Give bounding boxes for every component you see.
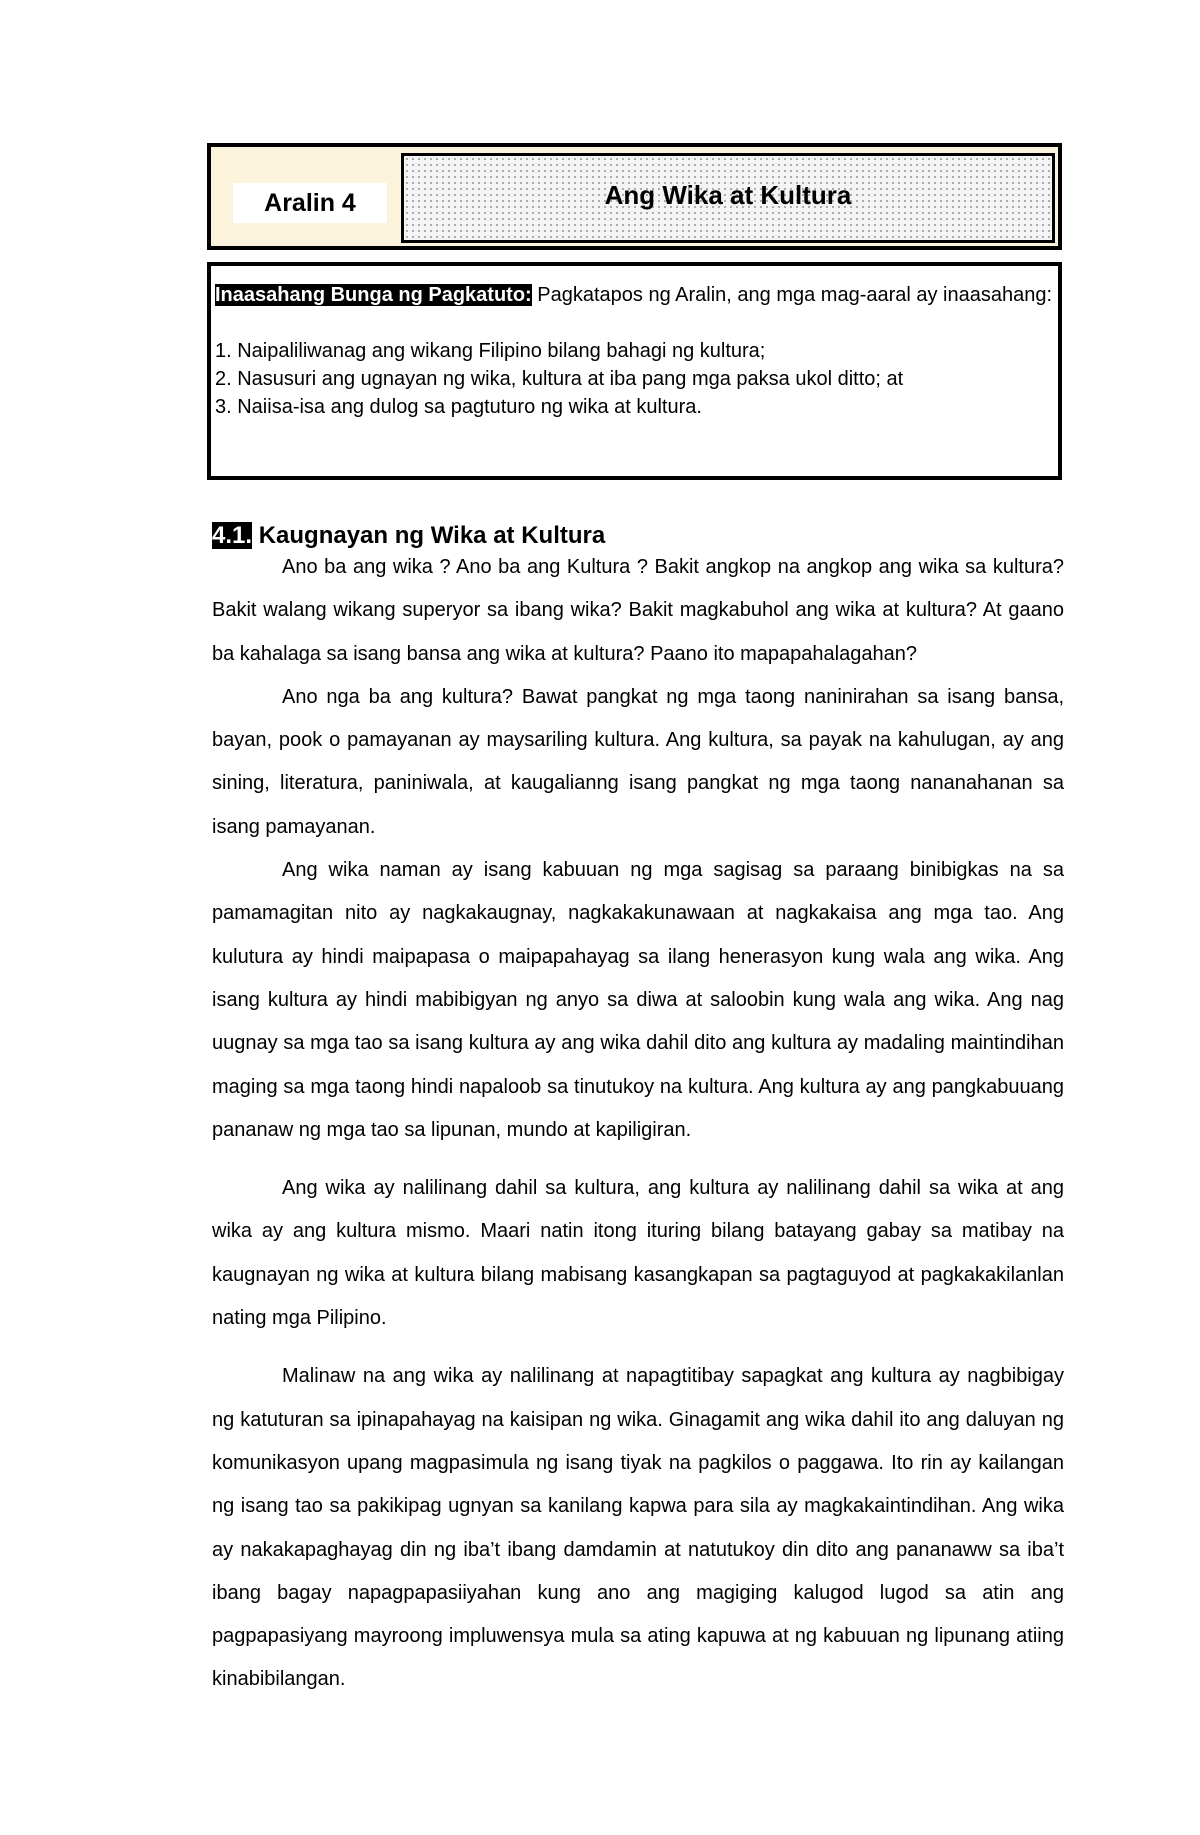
objectives-list xyxy=(215,337,1054,421)
paragraph: Ang wika ay nalilinang dahil sa kultura, ang kultura ay nalilinang dahil sa wika at ang wika ay ang kultura mismo. Maari natin itong ituring bilang batayang gabay sa matibay na kaugnayan ng wika at kultura bilang mabisang kasangkapan sa pagtaguyod at pagkakakilanlan nating mga Pilipino. xyxy=(212,1177,1064,1330)
paragraph: Malinaw na ang wika ay nalilinang at napagtitibay sapagkat ang kultura ay nagbibigay ng katuturan sa ipinapahayag na kaisipan ng wika. Ginagamit ang wika dahil ito ang daluyan ng komunikasyon upang magpasimula ng isang tiyak na pagkilos o paggawa. Ito rin ay kailangan ng isang tao sa pakikipag ugnyan sa kanilang kapwa para sila ay magkakaintindihan. Ang wika ay nakakapaghayag din ng iba’t ibang damdamin at natutukoy din dito ang pananaww sa iba’t ibang bagay napagpapasiiyahan kung ano ang magiging kalugod lugod sa atin ang pagpapasiyang mayroong impluwensya mula sa ating kapuwa at ng kabuuan ng lipunang atiing kinabibilangan. xyxy=(212,1365,1064,1691)
lesson-title: Ang Wika at Kultura xyxy=(604,180,852,210)
paragraph: Ano ba ang wika ? Ano ba ang Kultura ? Bakit angkop na angkop ang wika sa kultura? Bakit walang wikang superyor sa ibang wika? Bakit magkabuhol ang wika at kultura? At gaano ba kahalaga sa isang bansa ang wika at kultura? Paano ito mapapahalagahan? xyxy=(212,556,1064,665)
paragraph: Ano nga ba ang kultura? Bawat pangkat ng mga taong naninirahan sa isang bansa, bayan, pook o pamayanan ay maysariling kultura. Ang kultura, sa payak na kahulugan, ay ang sining, literatura, paniniwala, at kaugalianng isang pangkat ng mga taong nananahanan sa isang pamayanan. xyxy=(212,685,1064,838)
learning-objectives-box xyxy=(207,262,1062,480)
objective-item: 1. Naipaliliwanag ang wikang Filipino bilang bahagi ng kultura; xyxy=(215,340,766,362)
objectives-label: Inaasahang Bunga ng Pagkatuto: xyxy=(215,284,532,306)
lesson-title-box xyxy=(401,153,1055,243)
lesson-header xyxy=(207,143,1062,250)
body-text xyxy=(212,546,1064,1702)
objectives-intro xyxy=(215,281,1054,309)
section-title: Kaugnayan ng Wika at Kultura xyxy=(252,522,606,549)
objective-item: 2. Nasusuri ang ugnayan ng wika, kultura at iba pang mga paksa ukol ditto; at xyxy=(215,368,904,390)
paragraph: Ang wika naman ay isang kabuuan ng mga sagisag sa paraang binibigkas na sa pamamagitan nito ay nagkakaugnay, nagkakakunawaan at nagkakaisa ang mga tao. Ang kulutura ay hindi maipapasa o maipapahayag sa ilang henerasyon kung wala ang wika. Ang isang kultura ay hindi mabibigyan ng anyo sa diwa at saloobin kung wala ang wika. Ang nag uugnay sa mga tao sa isang kultura ay ang wika dahil dito ang kultura ay madaling maintindihan maging sa mga taong hindi napaloob sa tinutukoy na kultura. Ang kultura ay ang pangkabuuang pananaw ng mga tao sa lipunan, mundo at kapiligiran. xyxy=(212,859,1064,1141)
objectives-intro-text: Pagkatapos ng Aralin, ang mga mag-aaral ay inaasahang: xyxy=(531,284,1053,306)
section-number: 4.1. xyxy=(212,522,253,549)
objective-item: 3. Naiisa-isa ang dulog sa pagtuturo ng wika at kultura. xyxy=(215,396,702,418)
lesson-number-label: Aralin 4 xyxy=(233,183,387,223)
